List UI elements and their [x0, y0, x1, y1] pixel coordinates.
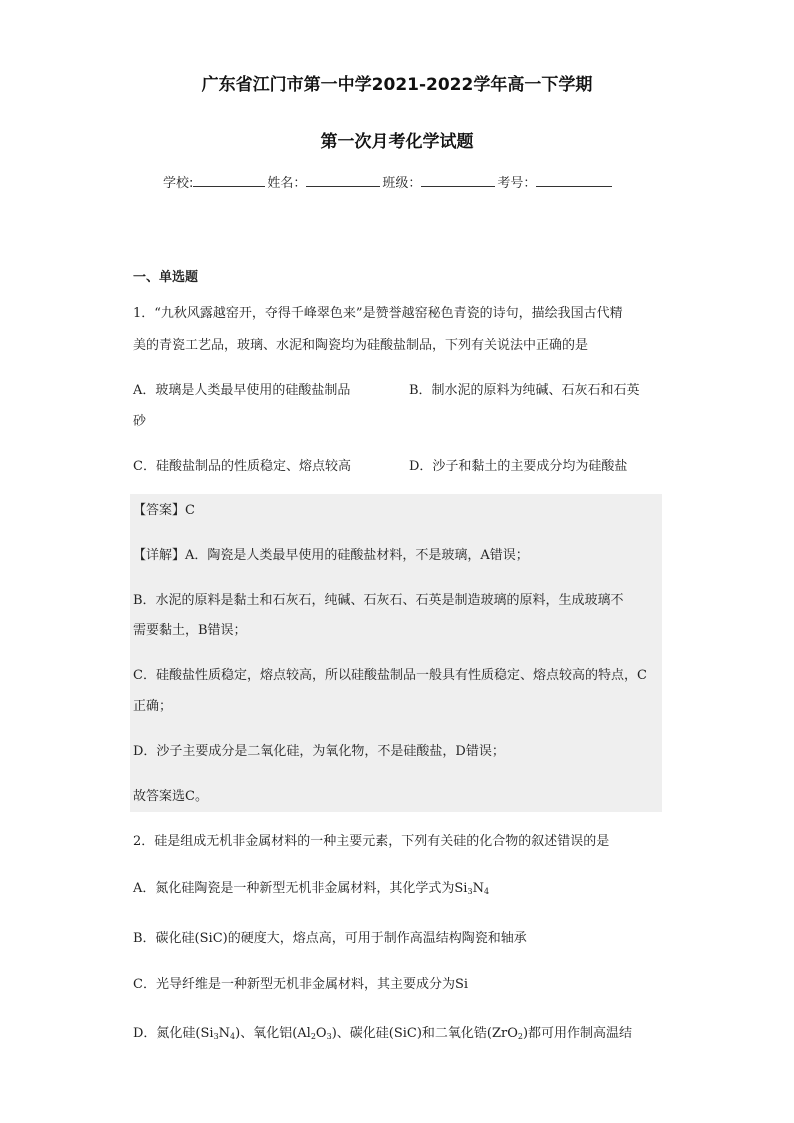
number-label: 考号：: [497, 176, 537, 191]
q1-option-d: D．沙子和黏土的主要成分均为硅酸盐: [409, 459, 628, 474]
section-title: 一、单选题: [133, 270, 199, 285]
q1-stem-line-2: 美的青瓷工艺品，玻璃、水泥和陶瓷均为硅酸盐制品，下列有关说法中正确的是: [133, 338, 589, 353]
text-part: D．氮化硅(Si: [133, 1026, 214, 1041]
answer-panel: [130, 494, 662, 812]
title-line-1: 广东省江门市第一中学2021-2022学年高一下学期: [201, 75, 593, 95]
q1-answer: 【答案】C: [133, 503, 195, 518]
q1-detail-a: [133, 547, 529, 565]
formula-sub: 4: [230, 1032, 236, 1041]
title-line-2: 第一次月考化学试题: [320, 132, 474, 152]
q1-stem-line-1: 1．“九秋风露越窑开，夺得千峰翠色来”是赞誉越窑秘色青瓷的诗句，描绘我国古代精: [133, 306, 623, 321]
q1-option-b: B．制水泥的原料为纯碱、石灰石和石英: [409, 383, 640, 398]
formula-n: N: [472, 881, 484, 896]
name-blank[interactable]: [306, 172, 380, 187]
number-blank[interactable]: [536, 172, 612, 187]
q1-option-a: A．玻璃是人类最早使用的硅酸盐制品: [133, 383, 351, 398]
text-part: )都可用作制高温结: [522, 1026, 633, 1041]
q1-option-c: C．硅酸盐制品的性质稳定、熔点较高: [133, 459, 351, 474]
q2-option-a: [133, 880, 489, 901]
formula-sub: 3: [213, 1032, 219, 1041]
formula-sub: 2: [517, 1032, 523, 1041]
school-blank[interactable]: [193, 172, 265, 187]
school-label: 学校:: [163, 176, 194, 191]
q2-option-b: B．碳化硅(SiC)的硬度大，熔点高，可用于制作高温结构陶瓷和轴承: [133, 931, 527, 946]
q1-conclusion: 故答案选C。: [133, 789, 208, 804]
formula-sub: 2: [310, 1032, 316, 1041]
text-part: N: [218, 1026, 231, 1041]
q1-detail-c-line-2: 正确；: [133, 699, 173, 714]
formula-si: Si: [454, 881, 468, 896]
formula-sub: 3: [326, 1032, 332, 1041]
detail-label: 【详解】: [133, 548, 186, 563]
q1-detail-b-line-2: 需要黏土，B错误；: [133, 623, 247, 638]
q2-option-d: [133, 1025, 632, 1046]
class-label: 班级：: [382, 176, 422, 191]
student-info-row: [163, 172, 614, 191]
text-part: )、碳化硅(SiC)和二氧化锆(ZrO: [331, 1026, 518, 1041]
q1-detail-d: D．沙子主要成分是二氧化硅，为氧化物，不是硅酸盐，D错误；: [133, 744, 505, 759]
q1-detail-b-line-1: B．水泥的原料是黏土和石灰石，纯碱、石灰石、石英是制造玻璃的原料，生成玻璃不: [133, 593, 624, 608]
class-blank[interactable]: [421, 172, 495, 187]
name-label: 姓名：: [267, 176, 307, 191]
formula-sub: 3: [467, 887, 473, 896]
q2-option-a-text: A．氮化硅陶瓷是一种新型无机非金属材料，其化学式为: [133, 881, 455, 896]
formula-sub: 4: [483, 887, 490, 896]
q2-stem: 2．硅是组成无机非金属材料的一种主要元素，下列有关硅的化合物的叙述错误的是: [133, 834, 610, 849]
text-part: O: [315, 1026, 327, 1041]
q1-option-b-cont: 砂: [133, 414, 147, 429]
q2-option-c: C．光导纤维是一种新型无机非金属材料，其主要成分为Si: [133, 977, 469, 992]
q1-detail-c-line-1: C．硅酸盐性质稳定，熔点较高，所以硅酸盐制品一般具有性质稳定、熔点较高的特点，C: [133, 668, 647, 683]
detail-a-text: A．陶瓷是人类最早使用的硅酸盐材料，不是玻璃，A错误；: [185, 548, 529, 563]
text-part: )、氧化铝(Al: [235, 1026, 311, 1041]
